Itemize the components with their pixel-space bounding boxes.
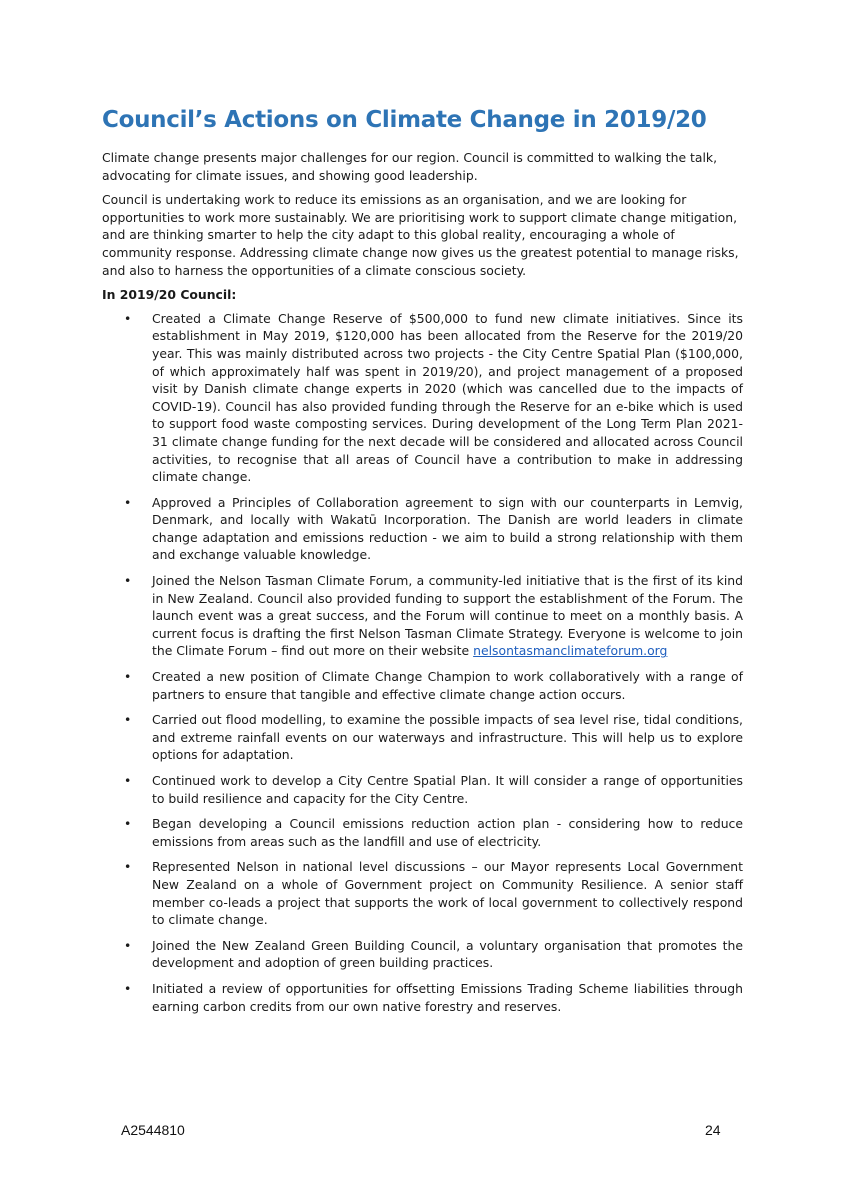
list-item-text: Joined the Nelson Tasman Climate Forum, a community-led initiative that is the first of its kind in New Zealand. Council also provided funding to support the establishment of the Forum. The launch event was a great success, and the Forum will continue to meet on a monthly basis. A current focus is drafting the first Nelson Tasman Climate Strategy. Everyone is welcome to join the Climate Forum – find out more on their website [152,573,743,659]
climate-forum-link[interactable]: nelsontasmanclimateforum.org [473,643,668,659]
list-item-text: Created a Climate Change Reserve of $500,000 to fund new climate initiatives. Since its establishment in May 2019, $120,000 has been allocated from the Reserve for the 2019/20 year. This was mainly distributed across two projects - the City Centre Spatial Plan ($100,000, of which approximately half was spent in 2019/20), and project management of a proposed visit by Danish climate change experts in 2020 (which was cancelled due to the impacts of COVID-19). Council has also provided funding through the Reserve for an e-bike which is used to support food waste composting services. During development of the Long Term Plan 2021-31 climate change funding for the next decade will be considered and allocated across Council activities, to recognise that all areas of Council have a contribution to make in addressing climate change. [152,310,743,485]
bullet-icon: • [124,816,132,832]
bullet-icon: • [124,573,132,589]
list-item-text: Created a new position of Climate Change Champion to work collaboratively with a range of partners to ensure that tangible and effective climate change action occurs. [152,669,743,702]
list-item-text: Joined the New Zealand Green Building Council, a voluntary organisation that promotes the development and adoption of green building practices. [152,937,743,971]
list-item-text: Continued work to develop a City Centre Spatial Plan. It will consider a range of opportunities to build resilience and capacity for the City Centre. [152,773,743,806]
list-item [102,572,743,660]
list-item-text: Represented Nelson in national level discussions – our Mayor represents Local Government New Zealand on a whole of Government project on Community Resilience. A senior staff member co-leads a project that supports the work of local government to collectively respond to climate change. [152,859,743,928]
bullet-icon: • [124,859,132,875]
list-item [102,711,743,764]
list-item [102,772,743,807]
bullet-icon: • [124,310,132,326]
page-number: 24 [705,1122,721,1138]
bullet-icon: • [124,937,132,953]
list-item [102,668,743,703]
list-item [102,980,743,1015]
bullet-icon: • [124,712,132,728]
list-item-text: Initiated a review of opportunities for offsetting Emissions Trading Scheme liabilities through earning carbon credits from our own native forestry and reserves. [152,980,743,1014]
list-item [102,310,743,486]
list-item-text: Began developing a Council emissions reduction action plan - considering how to reduce emissions from areas such as the landfill and use of electricity. [152,816,743,849]
document-reference: A2544810 [121,1122,185,1138]
intro-paragraph: Council is undertaking work to reduce its emissions as an organisation, and we are looking for opportunities to work more sustainably. We are prioritising work to support climate change mitigation, and are thinking smarter to help the city adapt to this global reality, encouraging a whole of community response. Addressing climate change now gives us the greatest potential to manage risks, and also to harness the opportunities of a climate conscious society. [102,192,739,278]
section-subheading: In 2019/20 Council: [102,287,237,303]
list-item [102,937,743,972]
bullet-icon: • [124,773,132,788]
intro-paragraph: Climate change presents major challenges for our region. Council is committed to walking the talk, advocating for climate issues, and showing good leadership. [102,150,718,183]
list-item [102,494,743,564]
list-item [102,858,743,928]
page-title: Council’s Actions on Climate Change in 2019/20 [102,107,707,133]
document-body [102,149,743,1023]
list-item-text: Carried out flood modelling, to examine the possible impacts of sea level rise, tidal conditions, and extreme rainfall events on our waterways and infrastructure. This will help us to explore options for adaptation. [152,712,743,763]
bullet-icon: • [124,669,132,685]
bullet-icon: • [124,494,132,510]
actions-list [102,310,743,1015]
bullet-icon: • [124,980,132,996]
list-item-text: Approved a Principles of Collaboration agreement to sign with our counterparts in Lemvig, Denmark, and locally with Wakatū Incorporation. The Danish are world leaders in climate change adaptation and emissions reduction - we aim to build a strong relationship with them and exchange valuable knowledge. [152,494,743,563]
list-item [102,815,743,850]
